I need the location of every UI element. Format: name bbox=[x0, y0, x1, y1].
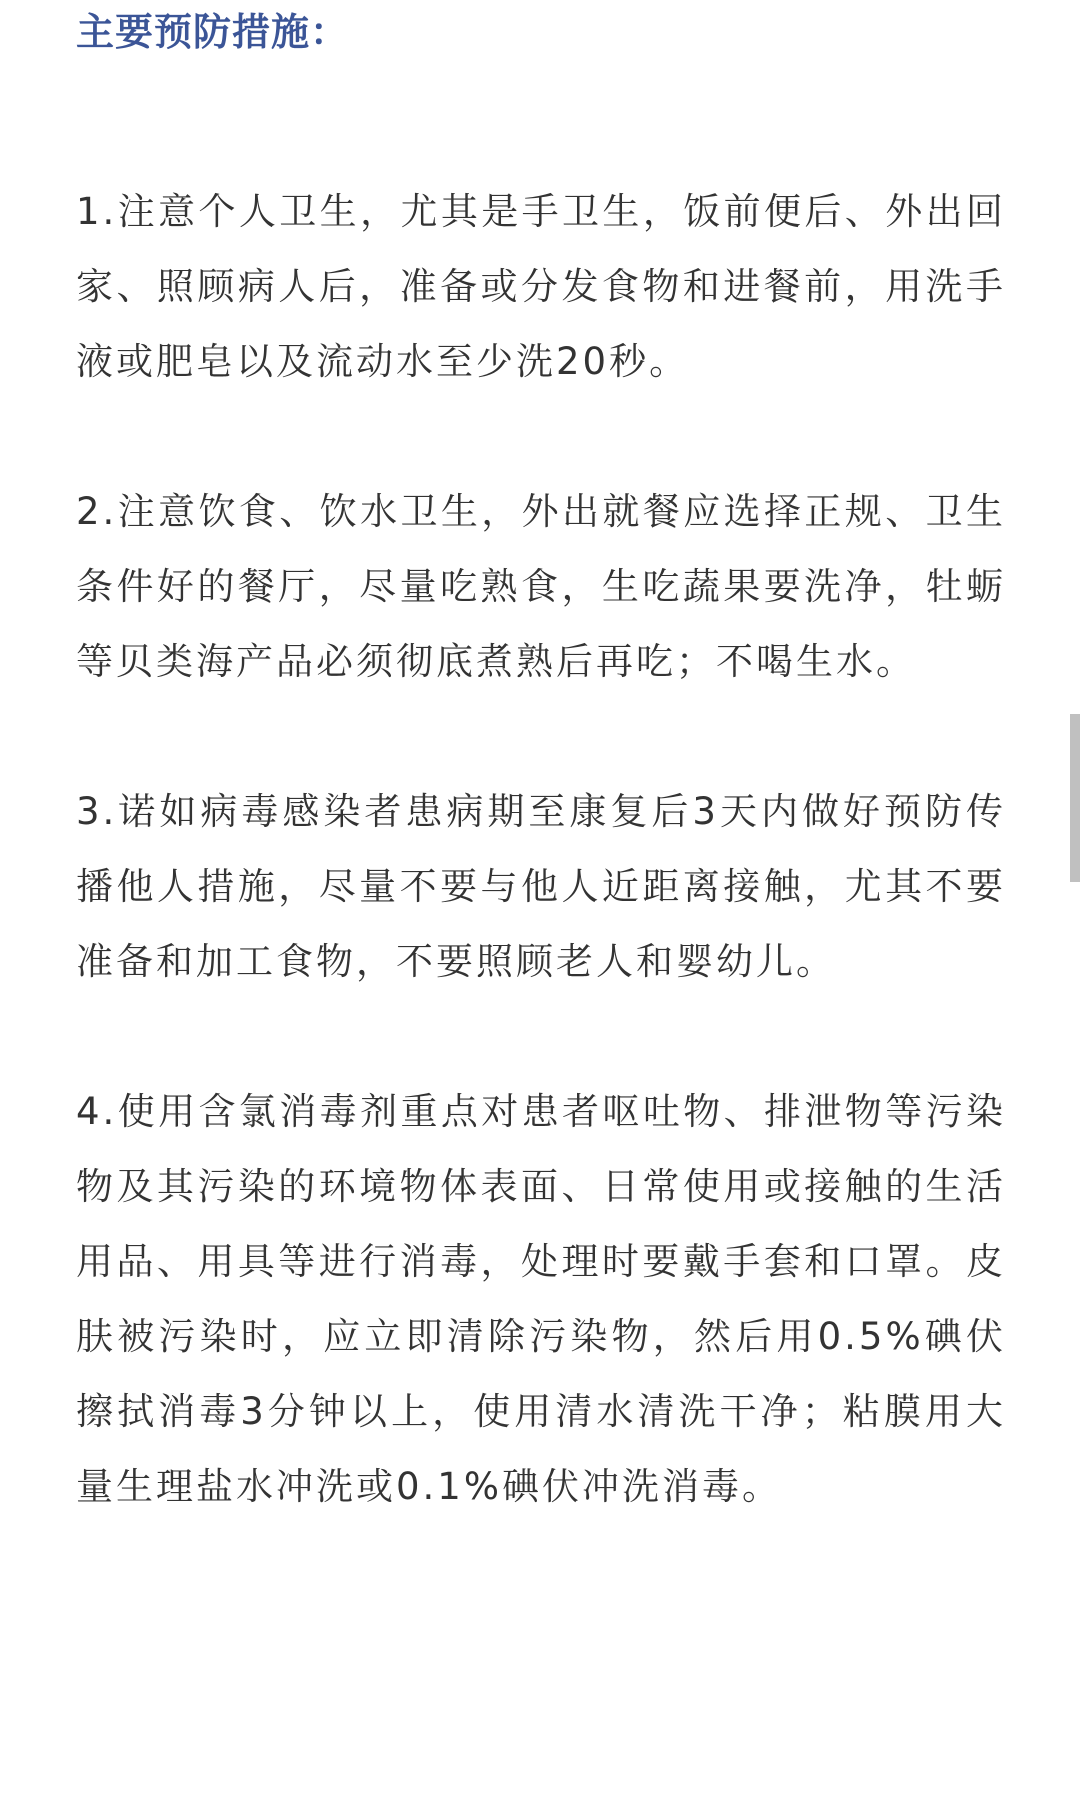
prevention-item-1: 1.注意个人卫生，尤其是手卫生，饭前便后、外出回家、照顾病人后，准备或分发食物和进餐前，用洗手液或肥皂以及流动水至少洗20秒。 bbox=[76, 190, 1006, 383]
scrollbar-thumb[interactable] bbox=[1070, 714, 1080, 882]
vertical-scrollbar[interactable] bbox=[1070, 0, 1080, 1802]
prevention-item-2: 2.注意饮食、饮水卫生，外出就餐应选择正规、卫生条件好的餐厅，尽量吃熟食，生吃蔬果要洗净，牡蛎等贝类海产品必须彻底煮熟后再吃；不喝生水。 bbox=[76, 490, 1006, 683]
section-heading: 主要预防措施： bbox=[76, 10, 350, 54]
article-content bbox=[76, 0, 1006, 1524]
prevention-item-4: 4.使用含氯消毒剂重点对患者呕吐物、排泄物等污染物及其污染的环境物体表面、日常使用或接触的生活用品、用具等进行消毒，处理时要戴手套和口罩。皮肤被污染时，应立即清除污染物，然后用0.5%碘伏擦拭消毒3分钟以上，使用清水清洗干净；粘膜用大量生理盐水冲洗或0.1%碘伏冲洗消毒。 bbox=[76, 1090, 1006, 1508]
prevention-item-3: 3.诺如病毒感染者患病期至康复后3天内做好预防传播他人措施，尽量不要与他人近距离接触，尤其不要准备和加工食物，不要照顾老人和婴幼儿。 bbox=[76, 790, 1006, 983]
